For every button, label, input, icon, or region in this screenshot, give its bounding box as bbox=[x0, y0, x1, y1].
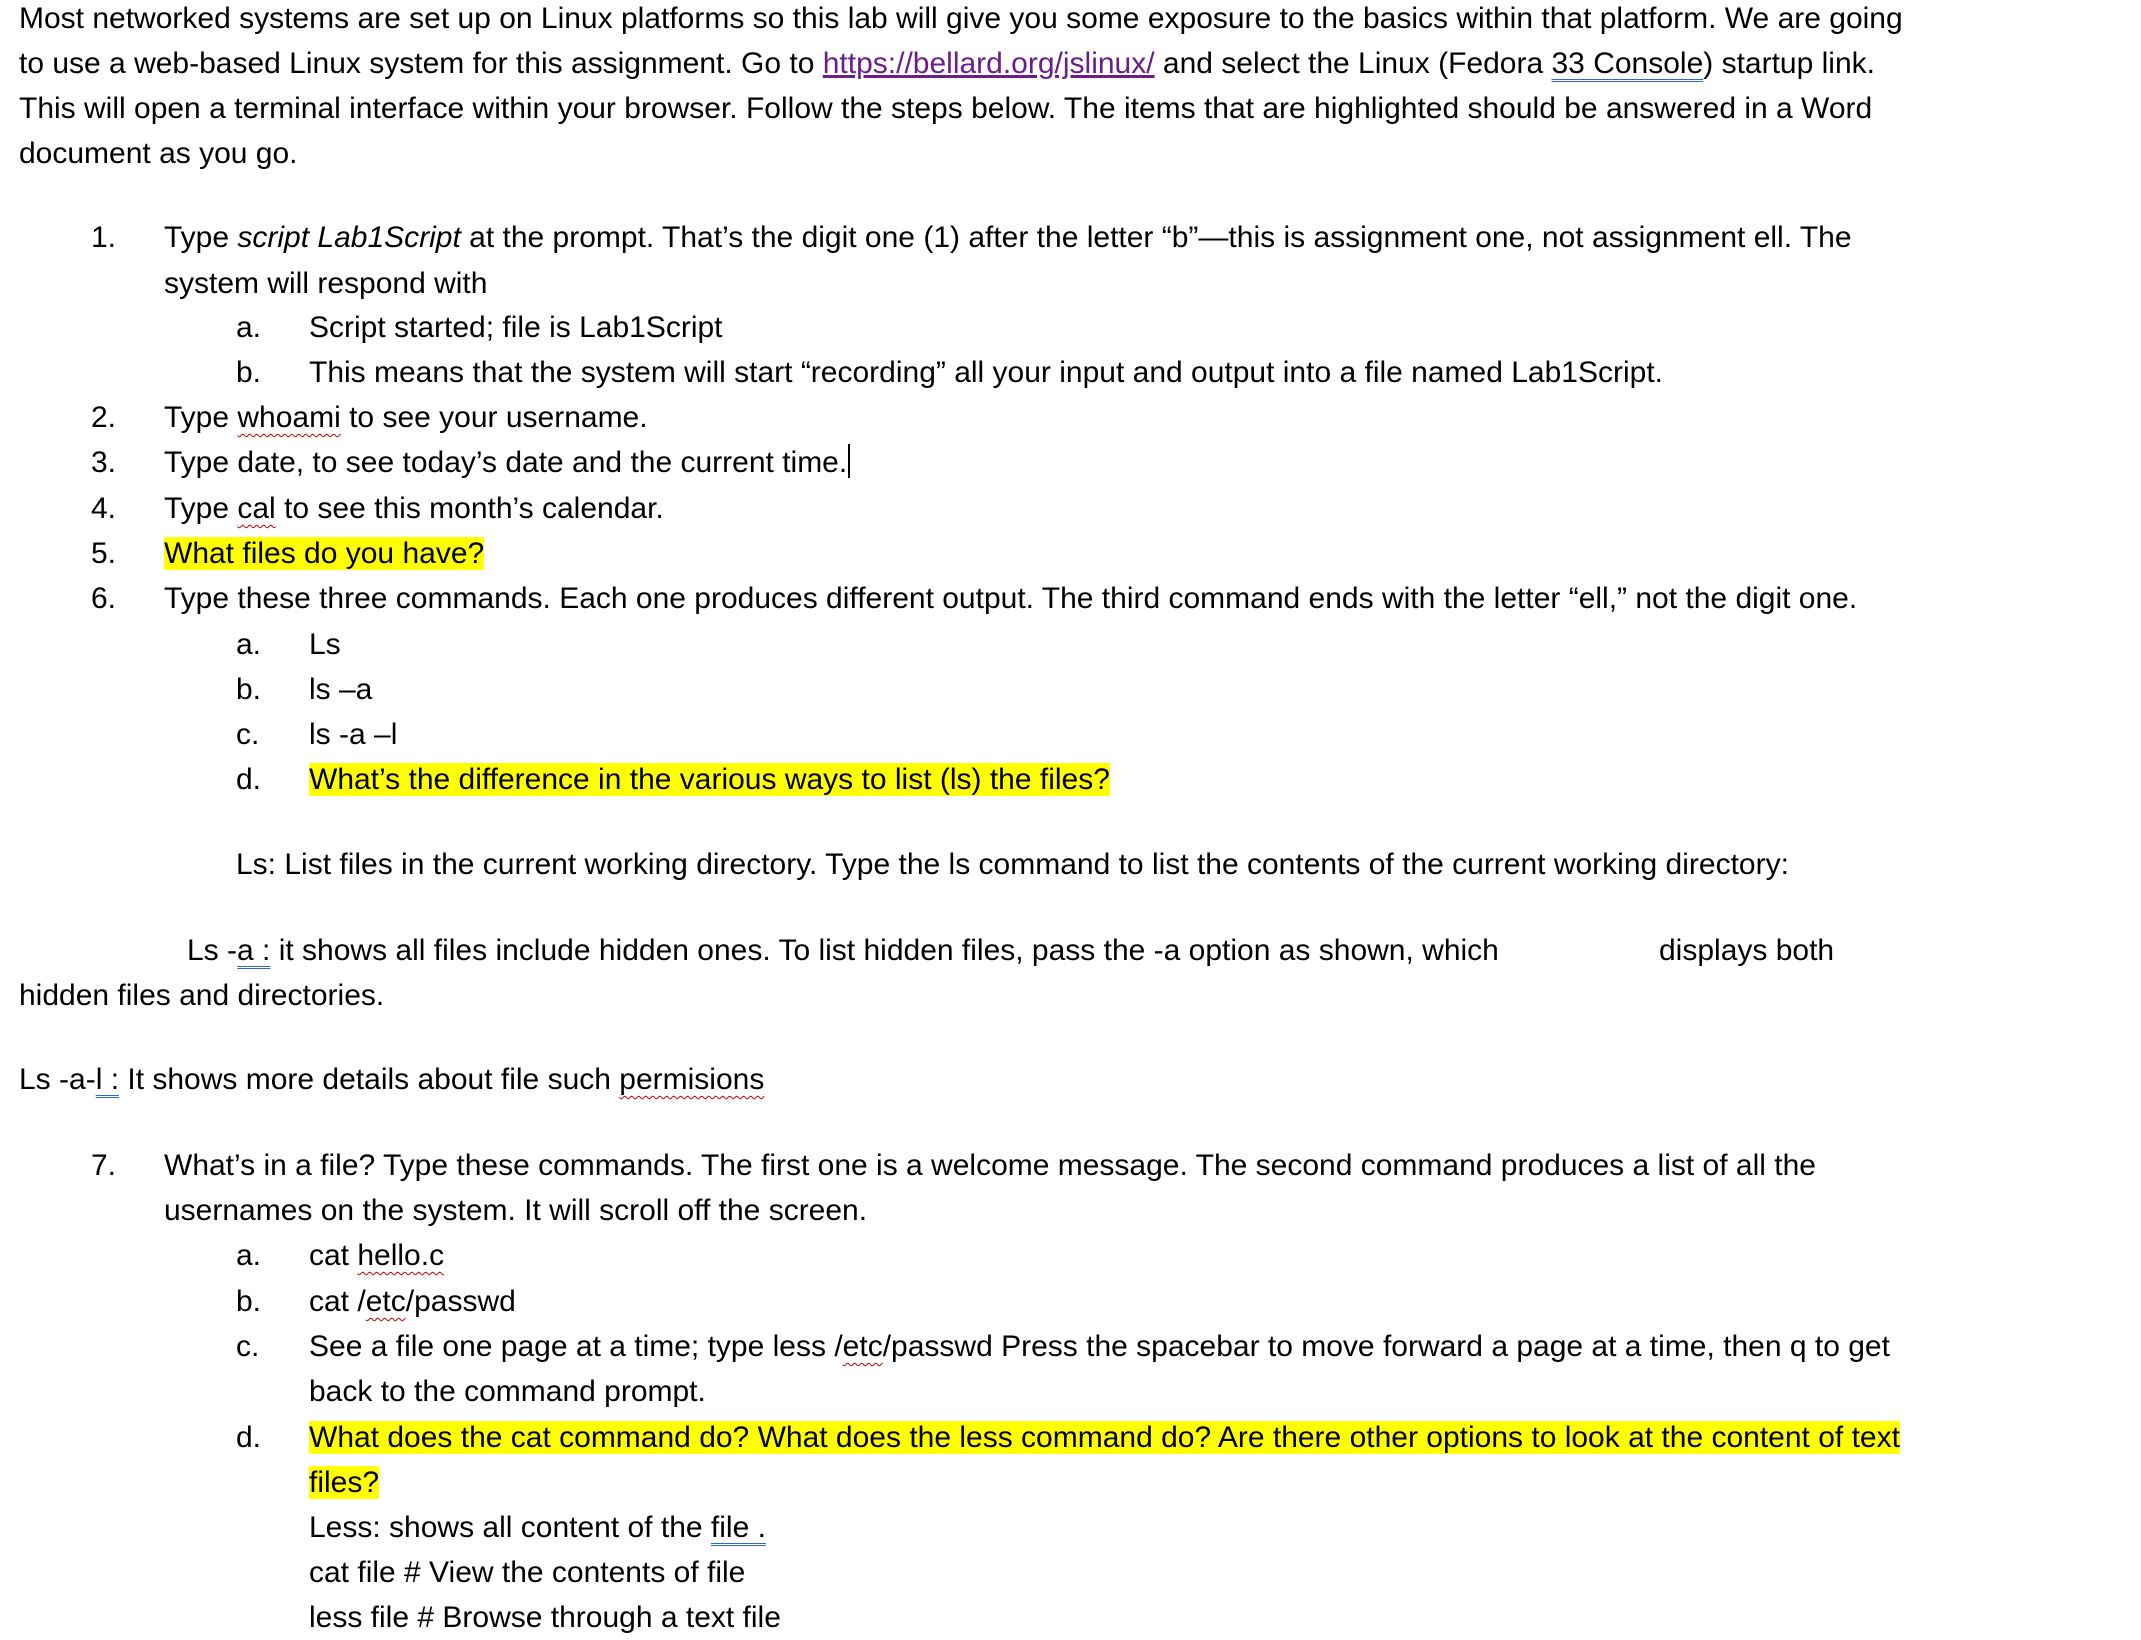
answer-ls-a-tail: displays both bbox=[1659, 934, 1835, 967]
misspelled-word-permisions: permisions bbox=[619, 1063, 765, 1096]
step-7-line-2: usernames on the system. It will scroll off the screen. bbox=[164, 1194, 868, 1227]
answer-ls-a-text: it shows all files include hidden ones. To list hidden files, pass the -a option as shown, which bbox=[270, 934, 1499, 967]
intro-text-1: Most networked systems are set up on Linux platforms so this lab will give you some exposure to the basics within that platform. We are going bbox=[19, 2, 1903, 35]
intro-line-4 bbox=[19, 132, 298, 176]
step-4-line bbox=[164, 487, 664, 531]
cal-command: cal bbox=[237, 492, 276, 525]
text-cursor bbox=[848, 444, 850, 478]
step-7-number: 7. bbox=[91, 1149, 117, 1182]
step-4-number: 4. bbox=[91, 492, 117, 525]
hello-c-filename: hello.c bbox=[357, 1239, 445, 1272]
step-7c-label: c. bbox=[236, 1330, 260, 1363]
step-5-highlighted-question: What files do you have? bbox=[164, 537, 485, 570]
step-6c-label: c. bbox=[236, 718, 260, 751]
step-7a-label: a. bbox=[236, 1239, 262, 1272]
step-6a-label: a. bbox=[236, 628, 262, 661]
step-7b-text-b: /passwd bbox=[405, 1285, 516, 1318]
step-7a-line bbox=[309, 1234, 444, 1278]
step-4-text-b: to see this month’s calendar. bbox=[275, 492, 664, 525]
answer-ls-a-l bbox=[19, 1058, 764, 1102]
answer-less-browse: less file # Browse through a text file bbox=[309, 1601, 781, 1634]
intro-text-2a: to use a web-based Linux system for this assignment. Go to bbox=[19, 47, 823, 80]
intro-line-3 bbox=[19, 87, 1872, 131]
step-2-text-a: Type bbox=[164, 401, 238, 434]
step-2-line bbox=[164, 396, 648, 440]
step-6d-line bbox=[309, 758, 1110, 802]
step-1a-label: a. bbox=[236, 311, 262, 344]
step-7b-etc: etc bbox=[365, 1285, 406, 1318]
answer-cat: cat file # View the contents of file bbox=[309, 1556, 746, 1589]
answer-ls-a-flag: a : bbox=[237, 934, 271, 967]
step-4-text-a: Type bbox=[164, 492, 238, 525]
step-6-number: 6. bbox=[91, 582, 117, 615]
answer-ls-a-l-text: It shows more details about file such bbox=[119, 1063, 620, 1096]
step-7d-line-1 bbox=[309, 1416, 1900, 1460]
step-5-number: 5. bbox=[91, 537, 117, 570]
step-7c-text-b: /passwd Press the spacebar to move forward a page at a time, then q to get bbox=[882, 1330, 1890, 1363]
answer-ls-a bbox=[187, 929, 1499, 973]
jslinux-link[interactable]: https://bellard.org/jslinux/ bbox=[822, 47, 1155, 80]
step-6-line: Type these three commands. Each one produces different output. The third command ends with the letter “ell,” not the digit one. bbox=[164, 582, 1858, 615]
step-7d-label: d. bbox=[236, 1421, 262, 1454]
step-7c-line-1 bbox=[309, 1325, 1890, 1369]
step-3-text: Type date, to see today’s date and the current time. bbox=[164, 446, 848, 479]
step-1-text-a: Type bbox=[164, 221, 238, 254]
step-6b-label: b. bbox=[236, 673, 262, 706]
answer-less bbox=[309, 1506, 766, 1550]
answer-ls-a-prefix: Ls - bbox=[187, 934, 238, 967]
step-6d-label: d. bbox=[236, 763, 262, 796]
intro-text-3: This will open a terminal interface within your browser. Follow the steps below. The items that are highlighted should be answered in a Word bbox=[19, 92, 1873, 125]
step-1a-text: Script started; file is Lab1Script bbox=[309, 311, 723, 344]
step-1-command: script Lab1Script bbox=[237, 221, 461, 254]
step-7b-line bbox=[309, 1280, 516, 1324]
step-1-line-1 bbox=[164, 216, 1852, 260]
fedora-console-text: 33 Console bbox=[1551, 47, 1704, 80]
step-1-line-2: system will respond with bbox=[164, 267, 488, 300]
step-2-number: 2. bbox=[91, 401, 117, 434]
step-7b-text-a: cat / bbox=[309, 1285, 366, 1318]
answer-ls-a-l-flag: l : bbox=[95, 1063, 120, 1096]
step-7d-highlighted-question: What does the cat command do? What does the less command do? Are there other options to look at the content of text bbox=[309, 1421, 1900, 1454]
step-7c-text-a: See a file one page at a time; type less / bbox=[309, 1330, 843, 1363]
step-7-line-1: What’s in a file? Type these commands. The first one is a welcome message. The second command produces a list of all the bbox=[164, 1149, 1816, 1182]
step-6b-text: ls –a bbox=[309, 673, 373, 706]
intro-line-1 bbox=[19, 0, 1903, 41]
intro-text-2b: and select the Linux (Fedora bbox=[1154, 47, 1552, 80]
answer-ls-a-line-2: hidden files and directories. bbox=[19, 979, 385, 1012]
intro-text-4: document as you go. bbox=[19, 137, 298, 170]
step-6d-highlighted-question: What’s the difference in the various ways to list (ls) the files? bbox=[309, 763, 1110, 796]
answer-less-file: file . bbox=[710, 1511, 766, 1544]
step-2-text-b: to see your username. bbox=[340, 401, 648, 434]
answer-less-text: Less: shows all content of the bbox=[309, 1511, 711, 1544]
step-1-text-b: at the prompt. That’s the digit one (1) after the letter “b”—this is assignment one, not assignment ell. The bbox=[460, 221, 1852, 254]
step-6c-text: ls -a –l bbox=[309, 718, 398, 751]
step-5-line bbox=[164, 532, 484, 576]
whoami-command: whoami bbox=[237, 401, 341, 434]
intro-text-2d: ) startup link. bbox=[1703, 47, 1875, 80]
intro-line-2 bbox=[19, 42, 1875, 86]
step-7a-text: cat bbox=[309, 1239, 358, 1272]
step-7c-line-2: back to the command prompt. bbox=[309, 1375, 706, 1408]
step-6a-text: Ls bbox=[309, 628, 341, 661]
step-7b-label: b. bbox=[236, 1285, 262, 1318]
step-3-line bbox=[164, 441, 850, 485]
step-7d-line-2 bbox=[309, 1461, 379, 1505]
step-1b-text: This means that the system will start “recording” all your input and output into a file named Lab1Script. bbox=[309, 356, 1663, 389]
step-7c-etc: etc bbox=[842, 1330, 883, 1363]
step-7d-highlighted-question-end: files? bbox=[309, 1466, 380, 1499]
step-1b-label: b. bbox=[236, 356, 262, 389]
step-1-number: 1. bbox=[91, 221, 117, 254]
step-3-number: 3. bbox=[91, 446, 117, 479]
answer-ls-a-l-prefix: Ls -a- bbox=[19, 1063, 96, 1096]
answer-ls: Ls: List files in the current working directory. Type the ls command to list the contents of the current working directory: bbox=[236, 848, 1789, 881]
